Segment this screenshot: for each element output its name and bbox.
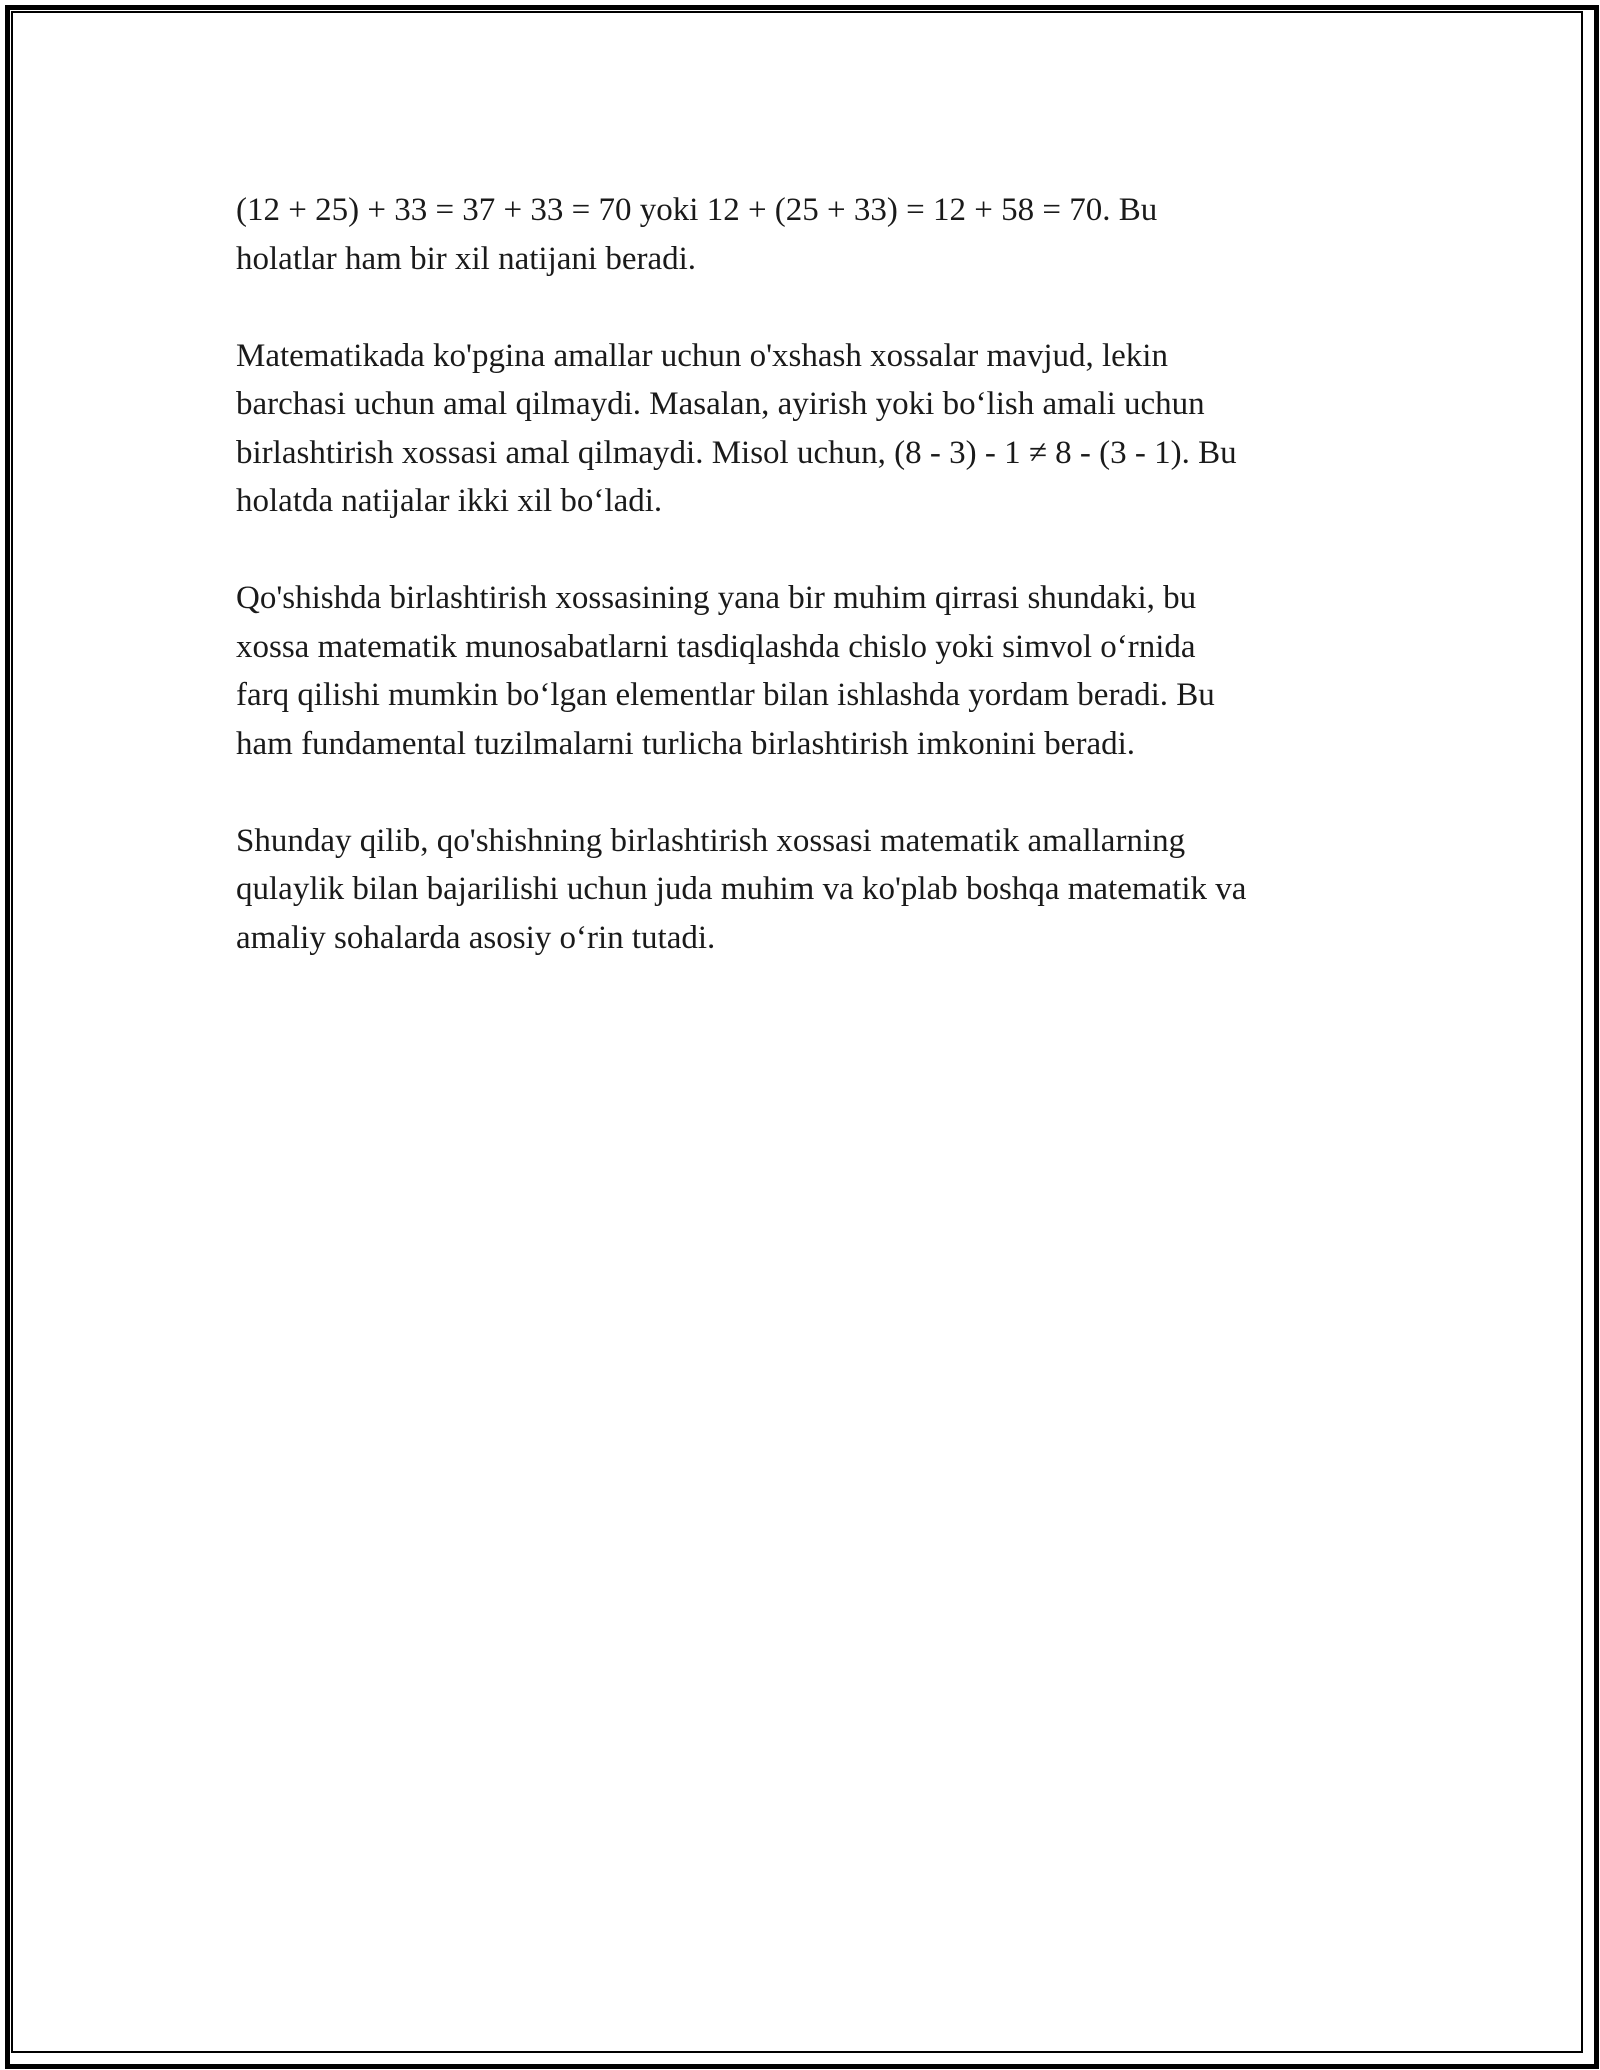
- paragraph-non-associative-operations: Matematikada ko'pgina amallar uchun o'xshash xossalar mavjud, lekin barchasi uchun amal qilmaydi. Masalan, ayirish yoki bo‘lish amali uchun birlashtirish xossasi amal qilmaydi. Misol uchun, (8 - 3) - 1 ≠ 8 - (3 - 1). Bu holatda natijalar ikki xil bo‘ladi.: [236, 337, 1237, 519]
- paragraph-associativity-example: (12 + 25) + 33 = 37 + 33 = 70 yoki 12 + (25 + 33) = 12 + 58 = 70. Bu holatlar ham bir xil natijani beradi.: [236, 192, 1158, 277]
- document-body: [236, 186, 1366, 962]
- paragraph-conclusion: Shunday qilib, qo'shishning birlashtirish xossasi matematik amallarning qulaylik bilan bajarilishi uchun juda muhim va ko'plab boshqa matematik va amaliy sohalarda asosiy o‘rin tutadi.: [236, 822, 1247, 956]
- paragraph-additional-aspect: Qo'shishda birlashtirish xossasining yana bir muhim qirrasi shundaki, bu xossa matematik munosabatlarni tasdiqlashda chislo yoki simvol o‘rnida farq qilishi mumkin bo‘lgan elementlar bilan ishlashda yordam beradi. Bu ham fundamental tuzilmalarni turlicha birlashtirish imkonini beradi.: [236, 580, 1215, 762]
